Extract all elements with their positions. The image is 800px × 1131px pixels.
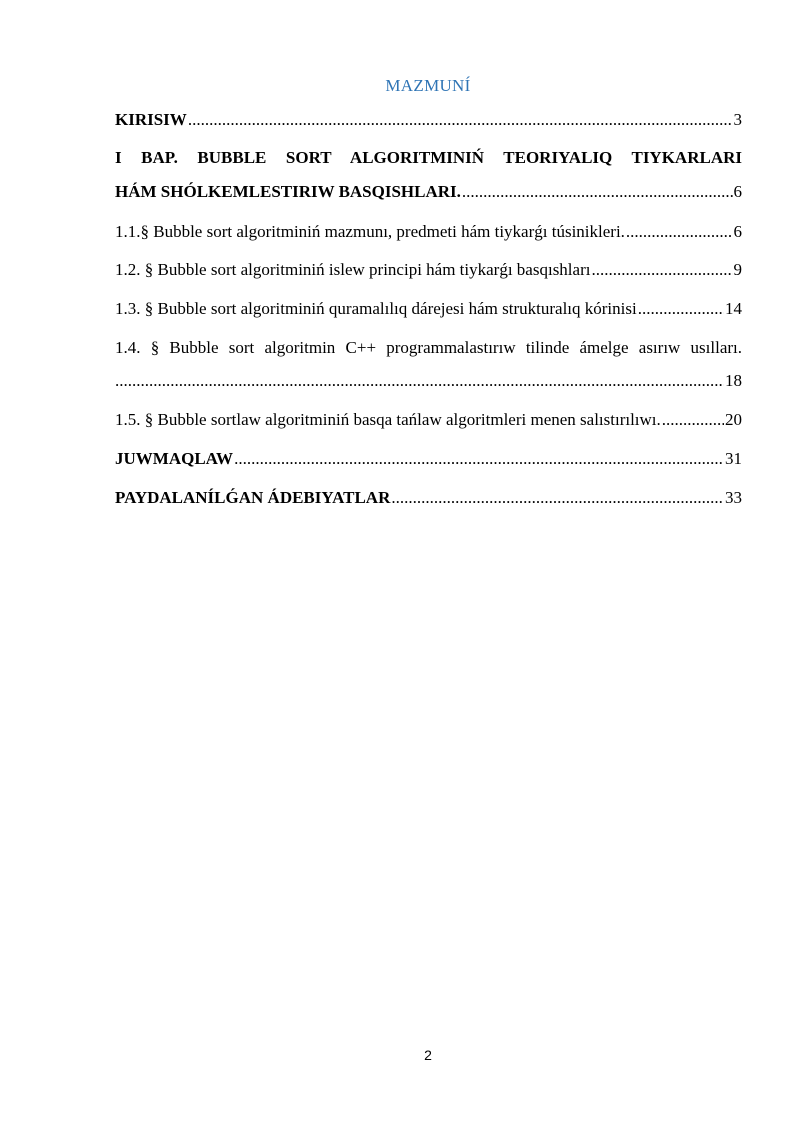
toc-entry-bibliography[interactable] <box>115 486 742 510</box>
page-number: 2 <box>424 1047 432 1063</box>
toc-entry-1-4[interactable] <box>115 369 742 393</box>
toc-entry-page: 14 <box>725 299 742 318</box>
toc-entry-page: 9 <box>733 260 742 279</box>
dot-leader <box>626 220 733 244</box>
toc-entry-page: 6 <box>733 182 742 201</box>
toc-entry-label: JUWMAQLAW <box>115 449 234 468</box>
toc-entry-page: 31 <box>725 449 742 468</box>
toc-entry-label: HÁM SHÓLKEMLESTIRIW BASQISHLARI. <box>115 182 461 201</box>
toc-entry-label: 1.3. § Bubble sort algoritminiń quramalılıq dárejesi hám strukturalıq kórinisi <box>115 299 637 318</box>
toc-entry-juwmaqlaw[interactable] <box>115 447 742 471</box>
toc-entry-kirisiw[interactable] <box>115 108 742 132</box>
toc-entry-1-1[interactable] <box>115 220 742 244</box>
toc-entry-1-3[interactable] <box>115 297 742 321</box>
toc-entry-label-line1: I BAP. BUBBLE SORT ALGORITMINIŃ TEORIYALIQ TIYKARLARI <box>115 148 742 167</box>
toc-entry-label: 1.2. § Bubble sort algoritminiń islew principi hám tiykarǵı basqıshları <box>115 260 591 279</box>
toc-entry-page: 3 <box>733 110 742 129</box>
toc-entry-page: 33 <box>725 488 742 507</box>
dot-leader <box>662 408 724 432</box>
toc-entry-1-2[interactable] <box>115 258 742 282</box>
toc-entry-label: 1.1.§ Bubble sort algoritminiń mazmunı, predmeti hám tiykarǵı túsinikleri. <box>115 222 625 241</box>
dot-leader <box>391 486 724 510</box>
dot-leader <box>462 180 733 204</box>
dot-leader <box>638 297 724 321</box>
toc-entry-label: 1.5. § Bubble sortlaw algoritminiń basqa tańlaw algoritmleri menen salıstırılıwı. <box>115 410 661 429</box>
toc-entry-label: KIRISIW <box>115 110 187 129</box>
toc-entry-page: 6 <box>733 222 742 241</box>
toc-entry-label-line1: 1.4. § Bubble sort algoritmin C++ programmalastırıw tilinde ámelge asırıw usılları. <box>115 338 742 357</box>
dot-leader <box>188 108 733 132</box>
toc-title: MAZMUNÍ <box>385 76 471 95</box>
dot-leader <box>591 258 732 282</box>
toc-entry-chapter-1[interactable] <box>115 180 742 204</box>
toc-entry-label: PAYDALANÍLǴAN ÁDEBIYATLAR <box>115 488 391 507</box>
dot-leader <box>115 369 724 393</box>
toc-entry-chapter-1-line1[interactable] <box>115 146 742 170</box>
toc-entry-1-5[interactable] <box>115 408 742 432</box>
toc-entry-1-4-line1[interactable] <box>115 336 742 360</box>
toc-entry-page: 18 <box>725 371 742 390</box>
dot-leader <box>234 447 724 471</box>
toc-entry-page: 20 <box>725 410 742 429</box>
